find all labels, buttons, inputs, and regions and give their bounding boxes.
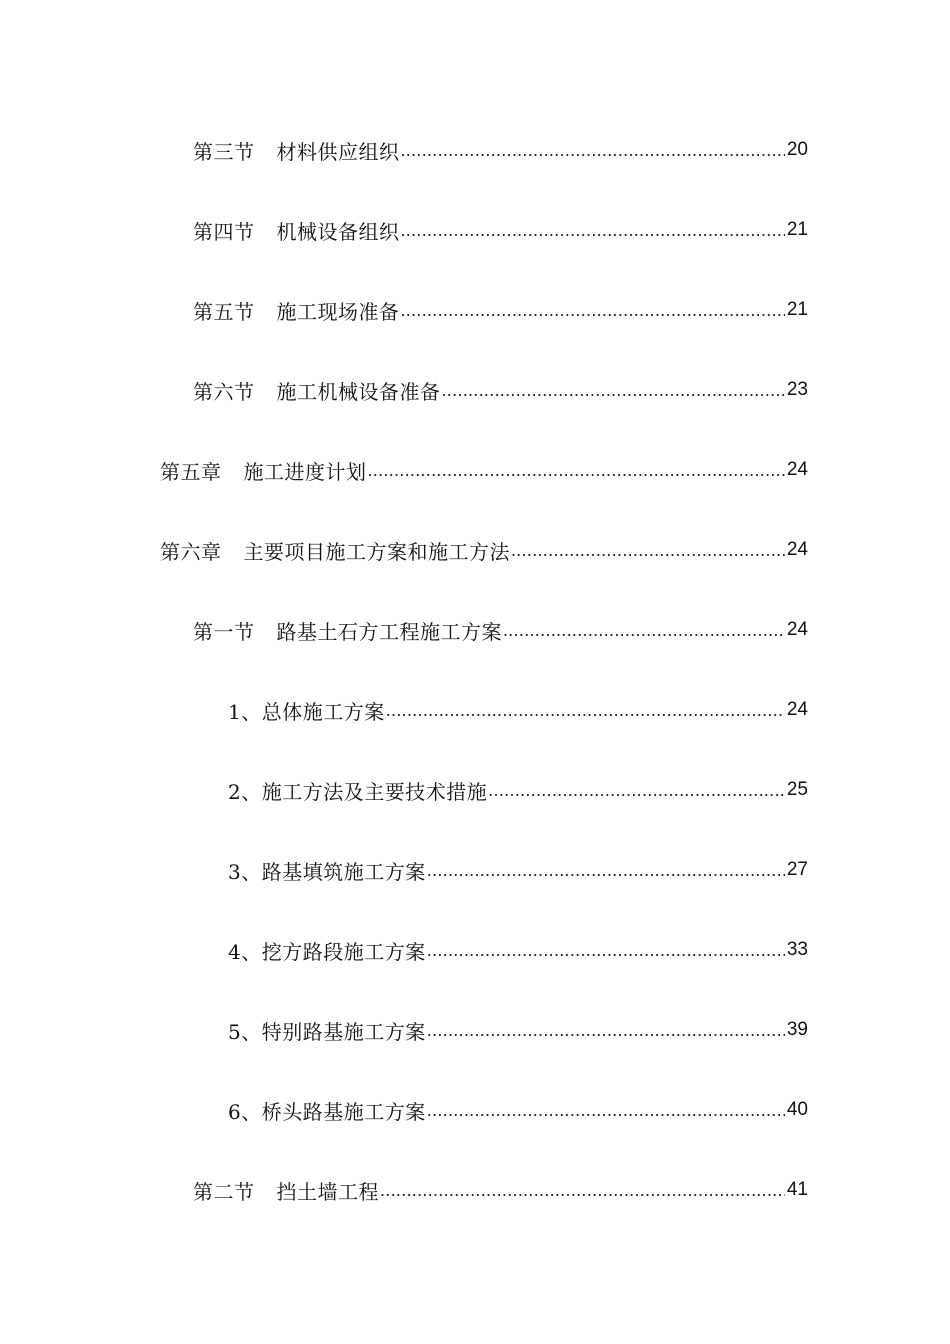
toc-page-number: 24 xyxy=(786,539,808,560)
dot-leader xyxy=(427,861,785,879)
toc-page-number: 24 xyxy=(786,619,808,640)
toc-entry-label xyxy=(160,456,367,485)
toc-entry-title: 施工机械设备准备 xyxy=(276,379,441,404)
dot-leader xyxy=(401,301,785,319)
dot-leader xyxy=(503,621,785,639)
toc-entry-title: 4、挖方路段施工方案 xyxy=(228,939,426,964)
dot-leader xyxy=(511,541,785,559)
toc-entry-label xyxy=(228,776,487,805)
toc-entry-label xyxy=(228,1096,426,1125)
dot-leader xyxy=(427,941,785,959)
toc-entry-title: 1、总体施工方案 xyxy=(228,699,385,724)
dot-leader xyxy=(427,1101,785,1119)
toc-entry-prefix: 第五章 xyxy=(160,459,222,484)
dot-leader xyxy=(380,1181,785,1199)
toc-entry-title: 6、桥头路基施工方案 xyxy=(228,1099,426,1124)
toc-page-number: 27 xyxy=(786,859,808,880)
toc-entry[interactable] xyxy=(0,830,950,910)
table-of-contents xyxy=(0,110,950,1230)
toc-entry[interactable] xyxy=(0,910,950,990)
toc-entry[interactable] xyxy=(0,190,950,270)
toc-entry[interactable] xyxy=(0,750,950,830)
toc-page-number: 23 xyxy=(786,379,808,400)
toc-entry[interactable] xyxy=(0,1070,950,1150)
dot-leader xyxy=(427,1021,785,1039)
toc-entry-title: 3、路基填筑施工方案 xyxy=(228,859,426,884)
toc-page-number: 21 xyxy=(786,219,808,240)
toc-entry[interactable] xyxy=(0,110,950,190)
toc-entry-title: 2、施工方法及主要技术措施 xyxy=(228,779,488,804)
toc-entry[interactable] xyxy=(0,590,950,670)
toc-entry-prefix: 第三节 xyxy=(193,139,255,164)
toc-entry-label xyxy=(228,856,426,885)
toc-entry-label xyxy=(193,136,400,165)
toc-entry[interactable] xyxy=(0,350,950,430)
toc-entry-label xyxy=(193,296,400,325)
dot-leader xyxy=(386,701,785,719)
toc-page-number: 25 xyxy=(786,779,808,800)
toc-entry-label xyxy=(193,376,441,405)
toc-entry-prefix: 第六章 xyxy=(160,539,222,564)
dot-leader xyxy=(488,781,785,799)
toc-entry-title: 5、特别路基施工方案 xyxy=(228,1019,426,1044)
toc-entry[interactable] xyxy=(0,430,950,510)
toc-entry-label xyxy=(160,536,510,565)
toc-entry-title: 施工现场准备 xyxy=(276,299,400,324)
toc-entry-title: 材料供应组织 xyxy=(276,139,400,164)
dot-leader xyxy=(401,141,785,159)
toc-entry-prefix: 第六节 xyxy=(193,379,255,404)
toc-entry[interactable] xyxy=(0,990,950,1070)
toc-entry[interactable] xyxy=(0,1150,950,1230)
toc-entry-title: 施工进度计划 xyxy=(243,459,367,484)
toc-page-number: 39 xyxy=(786,1019,808,1040)
dot-leader xyxy=(401,221,785,239)
toc-page-number: 21 xyxy=(786,299,808,320)
toc-page-number: 40 xyxy=(786,1099,808,1120)
toc-entry-title: 主要项目施工方案和施工方法 xyxy=(243,539,510,564)
toc-entry-label xyxy=(228,696,385,725)
toc-page-number: 20 xyxy=(786,139,808,160)
toc-page-number: 33 xyxy=(786,939,808,960)
toc-page-number: 24 xyxy=(786,699,808,720)
toc-entry-title: 机械设备组织 xyxy=(276,219,400,244)
toc-entry-prefix: 第四节 xyxy=(193,219,255,244)
toc-entry-prefix: 第五节 xyxy=(193,299,255,324)
toc-entry-label xyxy=(228,936,426,965)
toc-entry-prefix: 第一节 xyxy=(193,619,255,644)
dot-leader xyxy=(442,381,785,399)
toc-entry[interactable] xyxy=(0,670,950,750)
toc-page-number: 41 xyxy=(786,1179,808,1200)
toc-entry-prefix: 第二节 xyxy=(193,1179,255,1204)
toc-entry-label xyxy=(193,616,502,645)
toc-entry[interactable] xyxy=(0,510,950,590)
toc-entry-label xyxy=(228,1016,426,1045)
toc-entry-label xyxy=(193,216,400,245)
toc-entry-title: 路基土石方工程施工方案 xyxy=(276,619,502,644)
toc-entry-title: 挡土墙工程 xyxy=(276,1179,379,1204)
dot-leader xyxy=(368,461,785,479)
toc-entry[interactable] xyxy=(0,270,950,350)
toc-entry-label xyxy=(193,1176,379,1205)
toc-page-number: 24 xyxy=(786,459,808,480)
